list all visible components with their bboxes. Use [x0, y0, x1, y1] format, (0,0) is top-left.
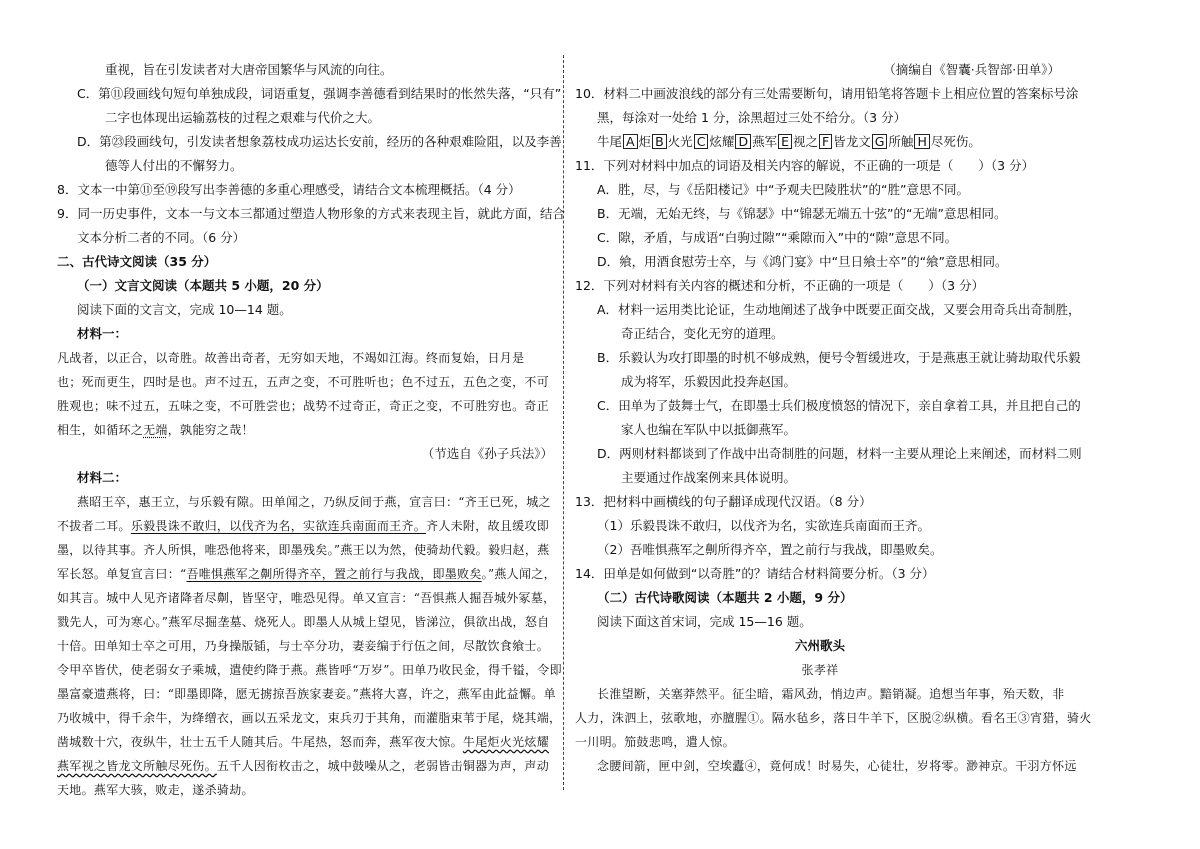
material-2-line — [57, 566, 556, 582]
question-9-line1: 9．同一历史事件，文本一与文本三都通过塑造人物形象的方式来表现主旨，就此方面，结合 — [57, 206, 565, 221]
material-2-line: 十倍。田单知士卒之可用，乃身操版锸，与士卒分功，妻妾编于行伍之间，尽散饮食飨士。 — [57, 639, 550, 653]
material-1-line: 胜观也；味不过五，五味之变，不可胜尝也；战势不过奇正，奇正之变，不可胜穷也。奇正 — [57, 399, 550, 413]
poem-line: 一川明。笳鼓悲鸣，遣人惊。 — [575, 735, 735, 749]
material-2-line: 天地。燕军大骇，败走，遂杀骑劫。 — [57, 783, 254, 797]
question-12-option-d-line1: D．两则材料都谈到了作战中出奇制胜的问题，材料一主要从理论上来阐述，而材料二则 — [597, 446, 1082, 461]
text-segment: 。”燕人闻之， — [481, 567, 556, 581]
material-1-source: （节选自《孙子兵法》） — [421, 446, 553, 461]
poem-author: 张孝祥 — [801, 663, 839, 677]
question-13-part-1: （1）乐毅畏诛不敢归，以伐齐为名，实欲连兵南面而王齐。 — [597, 518, 930, 533]
poem-line: 人力，洙泗上，弦歌地，亦膻腥①。隔水毡乡，落日牛羊下，区脱②纵横。看名王③宵猎，骑火 — [575, 711, 1092, 725]
underlined-sentence-2: 吾唯惧燕军之劓所得齐卒，置之前行与我战，即墨败矣 — [186, 567, 482, 581]
question-12-option-b-line2: 成为将军，乐毅因此投奔赵国。 — [621, 374, 797, 389]
text-segment: 视之 — [793, 134, 819, 149]
break-option-g[interactable]: G — [872, 134, 888, 149]
material-2-line: 戮先人，可为寒心。”燕军尽掘垄墓、烧死人。即墨人从城上望见，皆涕泣，俱欲出战，怒自 — [57, 615, 550, 629]
material-2-line: 如其言。城中人见齐诸降者尽劓，皆坚守，唯恐见得。单又宣言：“吾惧燕人掘吾城外冢墓， — [57, 591, 556, 605]
question-10-line1: 10．材料二中画波浪线的部分有三处需要断句，请用铅笔将答题卡上相应位置的答案标号涂 — [575, 86, 1079, 101]
poem-title: 六州歌头 — [794, 638, 845, 653]
subsection-2-heading: （二）古代诗歌阅读（本题共 2 小题，9 分） — [597, 590, 853, 605]
text-segment: 凿城数十穴，夜纵牛，壮士五千人随其后。牛尾热，怒而奔，燕军夜大惊。 — [57, 735, 463, 749]
break-option-h[interactable]: H — [914, 134, 929, 149]
option-b-continued: 重视，旨在引发读者对大唐帝国繁华与风流的向往。 — [105, 62, 393, 77]
section-2-heading: 二、古代诗文阅读（35 分） — [57, 254, 217, 269]
material-2-line: 乃收城中，得千余牛，为绛缯衣，画以五采龙文，束兵刃于其角，而灌脂束苇于尾，烧其端， — [57, 711, 562, 725]
text-segment: 皆龙文 — [833, 134, 871, 149]
question-12-option-a-line2: 奇正结合，变化无穷的道理。 — [621, 326, 784, 341]
left-column — [55, 0, 565, 849]
question-12-option-a-line1: A．材料一运用类比论证，生动地阐述了战争中既要正面交战，又要会用奇兵出奇制胜， — [597, 302, 1081, 317]
question-10-segmentation — [597, 134, 981, 150]
poem-instruction: 阅读下面这首宋词，完成 15—16 题。 — [597, 614, 812, 629]
text-segment: 炬 — [638, 134, 652, 149]
wavy-segment: 燕军视之皆龙文所触尽死伤。 — [57, 759, 217, 773]
text-segment: 军长怒。单复宣言曰：“ — [57, 567, 187, 581]
question-14: 14．田单是如何做到“以奇胜”的？请结合材料简要分析。（3 分） — [575, 566, 935, 581]
question-10-line2: 黑，每涂对一处给 1 分，涂黑超过三处不给分。（3 分） — [597, 110, 907, 125]
material-2-source: （摘编自《智囊·兵智部·田单》） — [883, 62, 1060, 77]
break-option-a[interactable]: A — [623, 134, 638, 149]
material-1-line: 凡战者，以正合，以奇胜。故善出奇者，无穷如天地，不竭如江海。终而复始，日月是 — [57, 351, 525, 365]
break-option-b[interactable]: B — [652, 134, 667, 149]
option-c-line1: C．第⑪段画线句短句单独成段，词语重复，强调李善德看到结果时的怅然失落，“只有” — [77, 86, 562, 101]
dotted-term: 无端 — [143, 423, 168, 437]
material-2-line: 墨，以待其事。齐人所惧，唯恐他将来，即墨残矣。”燕王以为然，使骑劫代毅。毅归赵，燕 — [57, 543, 550, 557]
break-option-e[interactable]: E — [778, 134, 792, 149]
question-13-part-2: （2）吾唯惧燕军之劓所得齐卒，置之前行与我战，即墨败矣。 — [597, 542, 943, 557]
option-c-line2: 二字也体现出运输荔枝的过程之艰难与代价之大。 — [105, 110, 381, 125]
option-d-line1: D．第㉓段画线句，引发读者想象荔枝成功运达长安前，经历的各种艰难险阻，以及李善 — [77, 134, 562, 149]
question-9-line2: 文本分析二者的不同。（6 分） — [77, 230, 246, 245]
material-2-line — [57, 734, 549, 750]
column-divider — [563, 55, 564, 790]
text-segment: 所触 — [888, 134, 914, 149]
question-12-option-b-line1: B．乐毅认为攻打即墨的时机不够成熟，便号令暂缓进攻，于是燕惠王就让骑劫取代乐毅 — [597, 350, 1081, 365]
material-2-title: 材料二： — [77, 470, 128, 485]
question-11-option-a: A．胜，尽，与《岳阳楼记》中“予观夫巴陵胜状”的“胜”意思不同。 — [597, 182, 969, 197]
text-segment: 不拔者二耳。 — [57, 519, 131, 533]
reading-instruction: 阅读下面的文言文，完成 10—14 题。 — [77, 302, 292, 317]
break-option-f[interactable]: F — [819, 134, 832, 149]
question-12-option-c-line2: 家人也编在军队中以抵御燕军。 — [621, 422, 797, 437]
break-option-c[interactable]: C — [694, 134, 709, 149]
material-2-line — [57, 518, 549, 534]
material-2-line: 令甲卒皆伏，使老弱女子乘城，遣使约降于燕。燕皆呼“万岁”。田单乃收民金，得千镒，令即 — [57, 663, 562, 677]
question-12-option-c-line1: C．田单为了鼓舞士气，在即墨士兵们极度愤怒的情况下，亲自拿着工具，并且把自己的 — [597, 398, 1081, 413]
text-segment: 炫耀 — [709, 134, 735, 149]
break-option-d[interactable]: D — [735, 134, 751, 149]
question-13: 13．把材料中画横线的句子翻译成现代汉语。（8 分） — [575, 494, 872, 509]
text-segment: ，孰能穷之哉！ — [167, 423, 254, 437]
question-12: 12．下列对材料有关内容的概述和分析，不正确的一项是（ ）（3 分） — [575, 278, 985, 293]
question-8: 8．文本一中第⑪至⑲段写出李善德的多重心理感受，请结合文本梳理概括。（4 分） — [57, 182, 521, 197]
poem-line: 念腰间箭，匣中剑，空埃蠹④，竟何成！时易失，心徒壮，岁将零。渺神京。干羽方怀远 — [597, 759, 1077, 773]
material-2-line: 燕昭王卒，惠王立，与乐毅有隙。田单闻之，乃纵反间于燕，宣言曰：“齐王已死，城之 — [77, 495, 551, 509]
text-segment: 相生，如循环之 — [57, 423, 144, 437]
text-segment: 齐人未附，故且缓攻即 — [426, 519, 550, 533]
text-segment: 牛尾 — [597, 134, 623, 149]
right-column — [575, 0, 1095, 849]
text-segment: 五千人因衔枚击之，城中鼓噪从之，老弱皆击铜器为声，声动 — [216, 759, 550, 773]
underlined-sentence-1: 乐毅畏诛不敢归，以伐齐为名，实欲连兵南面而王齐。 — [130, 519, 427, 533]
text-segment: 火光 — [667, 134, 693, 149]
question-11: 11．下列对材料中加点的词语及相关内容的解说，不正确的一项是（ ）（3 分） — [575, 158, 1035, 173]
text-segment: 燕军 — [752, 134, 778, 149]
material-1-line: 也；死而更生，四时是也。声不过五，五声之变，不可胜听也；色不过五，五色之变，不可 — [57, 375, 550, 389]
material-2-line: 墨富豪遗燕将，曰：“即墨即降，愿无掳掠吾族家妻妾。”燕将大喜，许之，燕军由此益懈。单 — [57, 687, 556, 701]
question-11-option-b: B．无端，无始无终，与《锦瑟》中“锦瑟无端五十弦”的“无端”意思相同。 — [597, 206, 1007, 221]
text-segment: 尽死伤。 — [930, 134, 981, 149]
question-11-option-c: C．隙，矛盾，与成语“白驹过隙”“乘隙而入”中的“隙”意思不同。 — [597, 230, 958, 245]
question-11-option-d: D．飨，用酒食慰劳士卒，与《鸿门宴》中“旦日飨士卒”的“飨”意思相同。 — [597, 254, 1008, 269]
material-1-line — [57, 422, 254, 438]
wavy-segment: 牛尾炬火光炫耀 — [462, 735, 550, 749]
subsection-1-heading: （一）文言文阅读（本题共 5 小题，20 分） — [77, 278, 329, 293]
option-d-line2: 德等人付出的不懈努力。 — [105, 158, 243, 173]
material-2-line — [57, 758, 549, 774]
poem-line: 长淮望断，关塞莽然平。征尘暗，霜风劲，悄边声。黯销凝。追想当年事，殆天数，非 — [597, 687, 1065, 701]
material-1-title: 材料一： — [77, 326, 128, 341]
question-12-option-d-line2: 主要通过作战案例来具体说明。 — [621, 470, 797, 485]
